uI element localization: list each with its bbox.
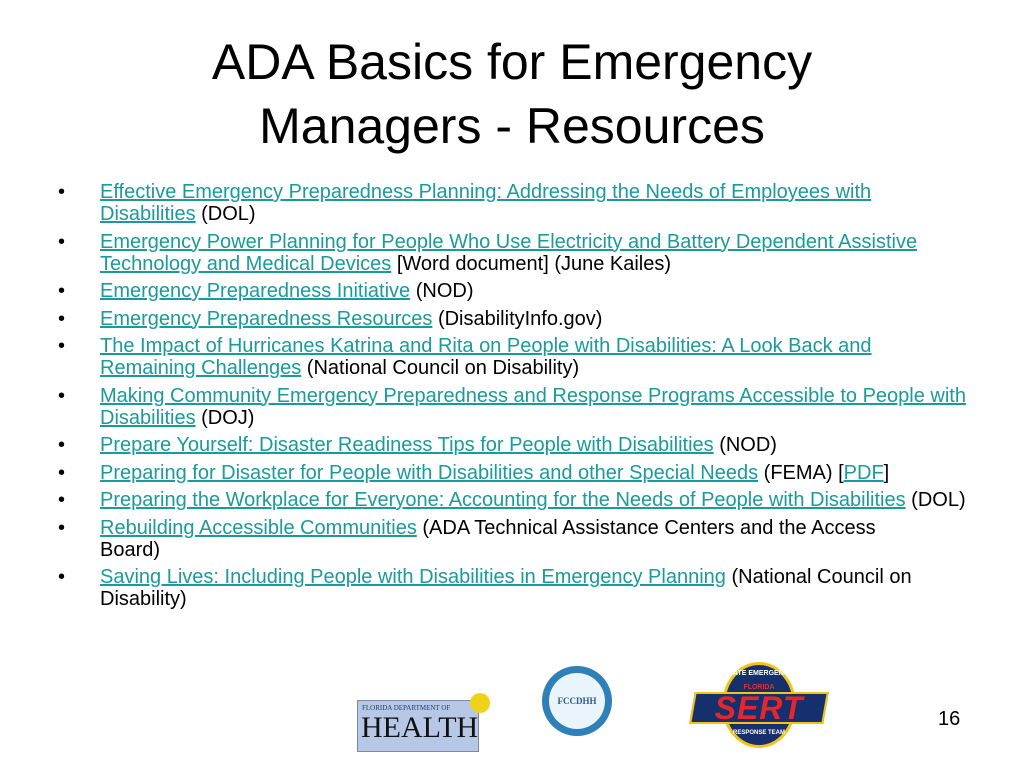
list-item: [58, 181, 968, 225]
sert-bottom-text: RESPONSE TEAM: [732, 730, 785, 736]
bullet: •: [58, 461, 66, 484]
florida-doh-logo: [357, 700, 479, 752]
doh-logo-top: FLORIDA DEPARTMENT OF: [362, 704, 451, 712]
resource-source: [Word document] (June Kailes): [391, 252, 672, 275]
resource-link[interactable]: Effective Emergency Preparedness Planning: Addressing the Needs of Employees with Disabilities: [100, 181, 872, 225]
resource-link[interactable]: Preparing for Disaster for People with Disabilities and other Special Needs: [100, 461, 759, 484]
resource-link[interactable]: Emergency Preparedness Initiative: [100, 280, 411, 302]
fccdhh-seal-logo: [542, 666, 612, 736]
sert-top-text: STATE EMERGENCY: [724, 670, 794, 677]
list-item: [58, 385, 968, 429]
list-item: [58, 517, 920, 561]
resource-link[interactable]: Rebuilding Accessible Communities: [100, 516, 417, 539]
resource-link[interactable]: Emergency Preparedness Resources: [100, 307, 433, 330]
slide-number: 16: [938, 708, 961, 730]
slide-title: [0, 30, 1024, 158]
bullet: •: [58, 489, 66, 511]
resource-source: (DisabilityInfo.gov): [432, 307, 603, 330]
resource-link[interactable]: Saving Lives: Including People with Disabilities in Emergency Planning: [100, 566, 726, 588]
resource-source: (FEMA) [: [758, 461, 844, 484]
bullet: •: [58, 335, 66, 357]
bullet: •: [58, 566, 66, 588]
bullet: •: [58, 434, 66, 456]
florida-sert-logo: [690, 662, 828, 750]
bullet: •: [58, 516, 66, 539]
list-item: [58, 335, 968, 379]
bracket-close: ]: [883, 461, 890, 484]
resource-source: (DOL): [905, 489, 966, 511]
list-item: [58, 280, 968, 302]
list-item: [58, 308, 968, 330]
resource-source: (DOJ): [195, 406, 255, 429]
list-item: [58, 462, 940, 484]
title-line-2: Managers - Resources: [259, 98, 765, 154]
resource-link[interactable]: Making Community Emergency Preparedness and Response Programs Accessible to People with Disabilities: [100, 384, 966, 429]
florida-sun-icon: [470, 693, 490, 713]
list-item: [58, 489, 968, 511]
sert-state-text: FLORIDA: [743, 684, 775, 691]
resource-link[interactable]: Preparing the Workplace for Everyone: Accounting for the Needs of People with Disabilities: [100, 489, 906, 511]
list-item: [58, 434, 968, 456]
resource-link[interactable]: Prepare Yourself: Disaster Readiness Tips for People with Disabilities: [100, 434, 714, 456]
resource-source: (National Council on Disability): [100, 566, 912, 610]
resource-source: (NOD): [713, 434, 777, 456]
list-item: [58, 566, 920, 610]
bullet: •: [58, 230, 66, 253]
list-item: [58, 231, 968, 275]
resource-link[interactable]: The Impact of Hurricanes Katrina and Rita on People with Disabilities: A Look Back and Remaining Challenges: [100, 335, 872, 379]
bullet: •: [58, 384, 66, 407]
fccdhh-label: FCCDHH: [557, 696, 597, 706]
resource-source: (ADA Technical Assistance Centers and the Access Board): [100, 516, 876, 561]
resource-source: (NOD): [410, 280, 474, 302]
bullet: •: [58, 181, 66, 203]
title-line-1: ADA Basics for Emergency: [211, 34, 813, 90]
bullet: •: [58, 280, 66, 302]
bullet: •: [58, 307, 66, 330]
resource-list: [58, 181, 968, 616]
resource-source: (National Council on Disability): [301, 357, 580, 379]
seal-inner: [549, 673, 605, 729]
sert-main-text: SERT: [714, 690, 804, 726]
resource-link[interactable]: Emergency Power Planning for People Who Use Electricity and Battery Dependent Assistive Technology and Medical Devices: [100, 230, 918, 275]
doh-logo-main: HEALTH: [361, 711, 479, 744]
pdf-link[interactable]: PDF: [843, 461, 884, 484]
resource-source: (DOL): [195, 203, 256, 225]
